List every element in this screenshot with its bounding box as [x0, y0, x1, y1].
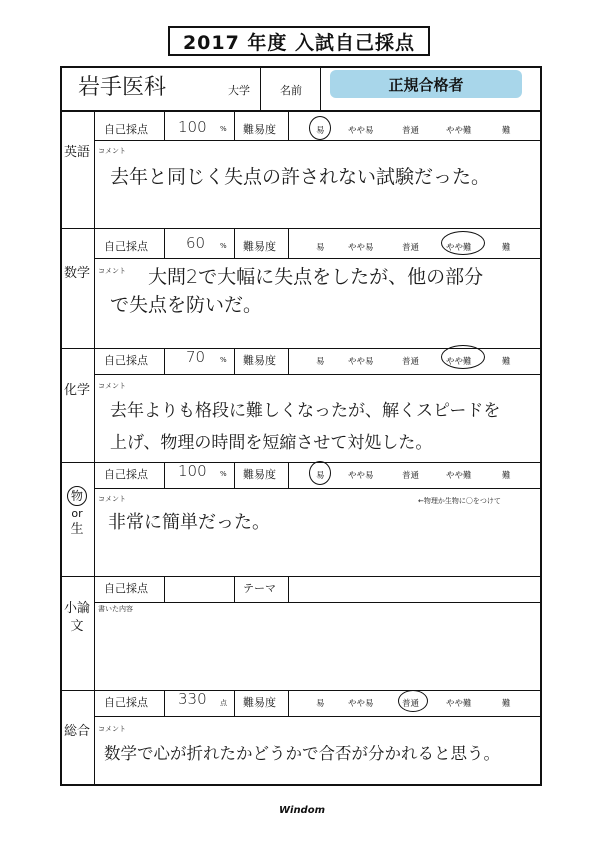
level-somewhat-hard: やや難 [446, 357, 472, 367]
chem-score: 70 [186, 348, 206, 366]
comment-label: コメント [98, 495, 126, 503]
level-normal: 普通 [402, 126, 420, 136]
level-somewhat-easy: やや易 [348, 471, 374, 481]
level-hard: 難 [502, 699, 511, 709]
or-label: or [71, 507, 83, 520]
level-easy: 易 [316, 243, 325, 253]
level-easy: 易 [316, 126, 325, 136]
footer-logo: Windom [278, 805, 326, 816]
points-label: 点 [220, 699, 227, 707]
level-somewhat-hard: やや難 [446, 699, 472, 709]
percent-label: % [220, 125, 227, 133]
difficulty-label: 難易度 [243, 123, 276, 136]
comment-label: コメント [98, 147, 126, 155]
difficulty-label: 難易度 [243, 696, 276, 709]
percent-label: % [220, 470, 227, 478]
self-score-label: 自己採点 [104, 696, 148, 709]
percent-label: % [220, 242, 227, 250]
selected-level-circle [441, 231, 485, 255]
difficulty-label: 難易度 [243, 354, 276, 367]
level-hard: 難 [502, 471, 511, 481]
comment-label: コメント [98, 267, 126, 275]
name-label: 名前 [280, 84, 302, 97]
level-hard: 難 [502, 126, 511, 136]
level-somewhat-easy: やや易 [348, 357, 374, 367]
subject-chem: 化学 [63, 383, 90, 398]
physics-option: 物 [67, 486, 87, 506]
difficulty-label: 難易度 [243, 468, 276, 481]
biology-option: 生 [70, 522, 84, 537]
university-name: 岩手医科 [78, 75, 167, 100]
subject-phys-bio [62, 486, 92, 538]
percent-label: % [220, 356, 227, 364]
level-easy: 易 [316, 471, 325, 481]
subject-english: 英語 [63, 145, 90, 160]
level-somewhat-hard: やや難 [446, 126, 472, 136]
difficulty-label: 難易度 [243, 240, 276, 253]
selected-level-circle [309, 461, 331, 485]
level-normal: 普通 [402, 243, 420, 253]
chem-comment-line-1: 去年よりも格段に難しくなったが、解くスピードを [110, 401, 501, 421]
level-somewhat-easy: やや易 [348, 699, 374, 709]
level-hard: 難 [502, 357, 511, 367]
self-score-label: 自己採点 [104, 354, 148, 367]
theme-label: テーマ [243, 582, 276, 595]
selected-level-circle [309, 116, 331, 140]
selected-level-circle [398, 690, 428, 712]
selected-level-circle [441, 345, 485, 369]
math-score: 60 [186, 234, 206, 252]
math-comment-line-2: で失点を防いだ。 [110, 294, 263, 316]
self-score-label: 自己採点 [104, 240, 148, 253]
english-score: 100 [178, 118, 207, 136]
result-badge: 正規合格者 [330, 70, 522, 98]
subject-math: 数学 [63, 266, 90, 281]
phys-bio-note: ←物理か生物に〇をつけて [418, 497, 501, 505]
self-score-label: 自己採点 [104, 123, 148, 136]
written-content-label: 書いた内容 [98, 605, 133, 613]
level-normal: 普通 [402, 471, 420, 481]
self-score-label: 自己採点 [104, 468, 148, 481]
level-somewhat-easy: やや易 [348, 126, 374, 136]
subject-total: 総合 [63, 724, 90, 739]
level-normal: 普通 [402, 357, 420, 367]
self-score-label: 自己採点 [104, 582, 148, 595]
level-somewhat-easy: やや易 [348, 243, 374, 253]
english-comment-line: 去年と同じく失点の許されない試験だった。 [110, 166, 491, 188]
level-somewhat-hard: やや難 [446, 471, 472, 481]
level-easy: 易 [316, 357, 325, 367]
chem-comment-line-2: 上げ、物理の時間を短縮させて対処した。 [110, 433, 433, 453]
univ-label: 大学 [228, 84, 250, 97]
page-title: 2017 年度 入試自己採点 [168, 26, 430, 56]
level-somewhat-hard: やや難 [446, 243, 472, 253]
math-comment-line-1: 大問2で大幅に失点をしたが、他の部分 [148, 266, 484, 288]
comment-label: コメント [98, 382, 126, 390]
phys-score: 100 [178, 462, 207, 480]
total-score: 330 [178, 690, 207, 708]
subject-essay: 小論文 [63, 601, 90, 634]
total-comment-line: 数学で心が折れたかどうかで合否が分かれると思う。 [104, 744, 500, 763]
phys-comment-line: 非常に簡単だった。 [108, 512, 270, 533]
level-easy: 易 [316, 699, 325, 709]
comment-label: コメント [98, 725, 126, 733]
level-hard: 難 [502, 243, 511, 253]
level-normal: 普通 [402, 699, 420, 709]
